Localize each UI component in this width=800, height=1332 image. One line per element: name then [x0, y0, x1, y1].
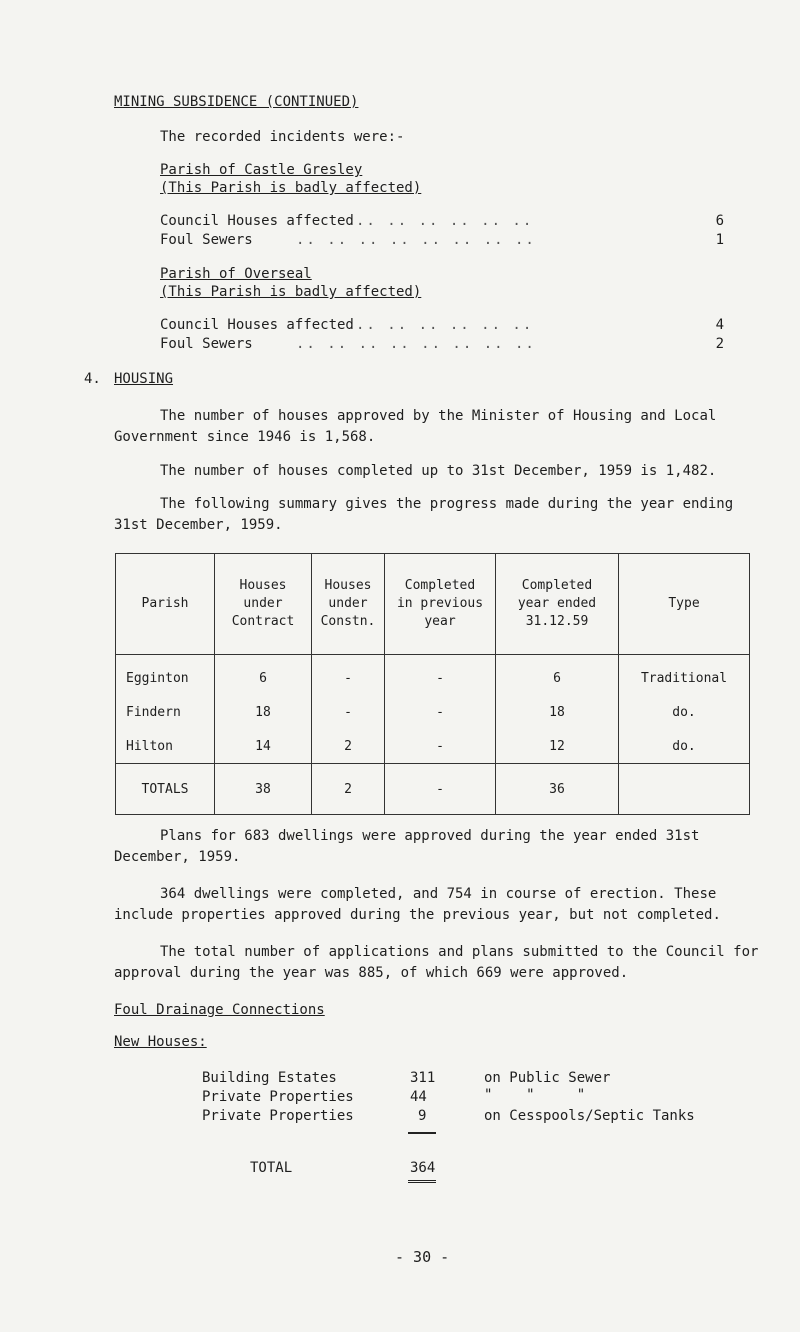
- parish-note: (This Parish is badly affected): [160, 284, 422, 300]
- item-value: 1: [715, 232, 724, 248]
- cell-total-type: [619, 764, 750, 815]
- cell-completed-year: 18: [496, 695, 619, 729]
- leader-dots: .. .. .. .. .. .. .. ..: [296, 336, 536, 352]
- cell-completed-previous: -: [385, 729, 496, 764]
- item-label: Council Houses affected: [160, 317, 354, 333]
- housing-summary-table: [115, 553, 750, 815]
- paragraph-dwellings: 364 dwellings were completed, and 754 in course of erection. These include properties approved during the previous year, but not completed.: [114, 886, 721, 923]
- header-under-construction: Houses under Constn.: [312, 554, 385, 655]
- drainage-label: Building Estates: [202, 1070, 337, 1086]
- drainage-value: 9: [418, 1108, 427, 1124]
- cell-parish: Egginton: [116, 655, 215, 696]
- drainage-subtitle: New Houses:: [114, 1034, 207, 1050]
- drainage-total-value: 364: [410, 1160, 436, 1176]
- cell-type: do.: [619, 695, 750, 729]
- intro-text: The recorded incidents were:-: [160, 129, 405, 145]
- cell-total-completed-previous: -: [385, 764, 496, 815]
- drainage-label: Private Properties: [202, 1089, 354, 1105]
- leader-dots: .. .. .. .. .. .. .. ..: [296, 232, 536, 248]
- item-value: 6: [715, 213, 724, 229]
- parish-title: Parish of Castle Gresley: [160, 162, 363, 178]
- total-rule-bottom: [408, 1180, 436, 1183]
- cell-completed-previous: -: [385, 655, 496, 696]
- drainage-destination: on Public Sewer: [484, 1070, 611, 1086]
- cell-total-under-construction: 2: [312, 764, 385, 815]
- cell-type: do.: [619, 729, 750, 764]
- header-completed-previous: Completed in previous year: [385, 554, 496, 655]
- cell-completed-year: 6: [496, 655, 619, 696]
- paragraph-summary: The following summary gives the progress made during the year ending 31st December, 1959.: [114, 496, 734, 533]
- item-value: 2: [715, 336, 724, 352]
- page-number: - 30 -: [395, 1248, 450, 1266]
- total-rule-top: [408, 1132, 436, 1134]
- table-row: [116, 655, 750, 696]
- leader-dots: .. .. .. .. .. ..: [356, 213, 534, 229]
- table-totals-row: [116, 764, 750, 815]
- cell-under-construction: -: [312, 655, 385, 696]
- drainage-label: Private Properties: [202, 1108, 354, 1124]
- header-parish: Parish: [116, 554, 215, 655]
- section-number: 4.: [84, 371, 101, 387]
- drainage-total-label: TOTAL: [250, 1160, 293, 1176]
- drainage-value: 44: [410, 1089, 427, 1105]
- cell-parish: Findern: [116, 695, 215, 729]
- cell-under-construction: -: [312, 695, 385, 729]
- cell-total-completed-year: 36: [496, 764, 619, 815]
- paragraph-approved: The number of houses approved by the Minister of Housing and Local Government since 1946 is 1,568.: [114, 408, 717, 445]
- parish-title: Parish of Overseal: [160, 266, 312, 282]
- paragraph-plans: Plans for 683 dwellings were approved during the year ended 31st December, 1959.: [114, 828, 700, 865]
- leader-dots: .. .. .. .. .. ..: [356, 317, 534, 333]
- table-row: [116, 695, 750, 729]
- parish-note: (This Parish is badly affected): [160, 180, 422, 196]
- table-row: [116, 729, 750, 764]
- item-label: Foul Sewers: [160, 232, 253, 248]
- item-label: Council Houses affected: [160, 213, 354, 229]
- paragraph-applications: The total number of applications and plans submitted to the Council for approval during the year was 885, of which 669 were approved.: [114, 944, 759, 981]
- table-header-row: [116, 554, 750, 655]
- cell-totals-label: TOTALS: [116, 764, 215, 815]
- drainage-destination: " " ": [484, 1087, 586, 1103]
- item-label: Foul Sewers: [160, 336, 253, 352]
- cell-type: Traditional: [619, 655, 750, 696]
- cell-under-contract: 6: [215, 655, 312, 696]
- cell-completed-year: 12: [496, 729, 619, 764]
- drainage-destination: on Cesspools/Septic Tanks: [484, 1108, 695, 1124]
- paragraph-completed: The number of houses completed up to 31st December, 1959 is 1,482.: [160, 463, 717, 479]
- cell-under-construction: 2: [312, 729, 385, 764]
- item-value: 4: [715, 317, 724, 333]
- drainage-title: Foul Drainage Connections: [114, 1002, 325, 1018]
- cell-under-contract: 14: [215, 729, 312, 764]
- cell-under-contract: 18: [215, 695, 312, 729]
- header-type: Type: [619, 554, 750, 655]
- cell-completed-previous: -: [385, 695, 496, 729]
- section-title: HOUSING: [114, 371, 174, 387]
- drainage-value: 311: [410, 1070, 436, 1086]
- cell-parish: Hilton: [116, 729, 215, 764]
- cell-total-under-contract: 38: [215, 764, 312, 815]
- header-completed-year: Completed year ended 31.12.59: [496, 554, 619, 655]
- page-heading: MINING SUBSIDENCE (CONTINUED): [114, 94, 359, 110]
- header-under-contract: Houses under Contract: [215, 554, 312, 655]
